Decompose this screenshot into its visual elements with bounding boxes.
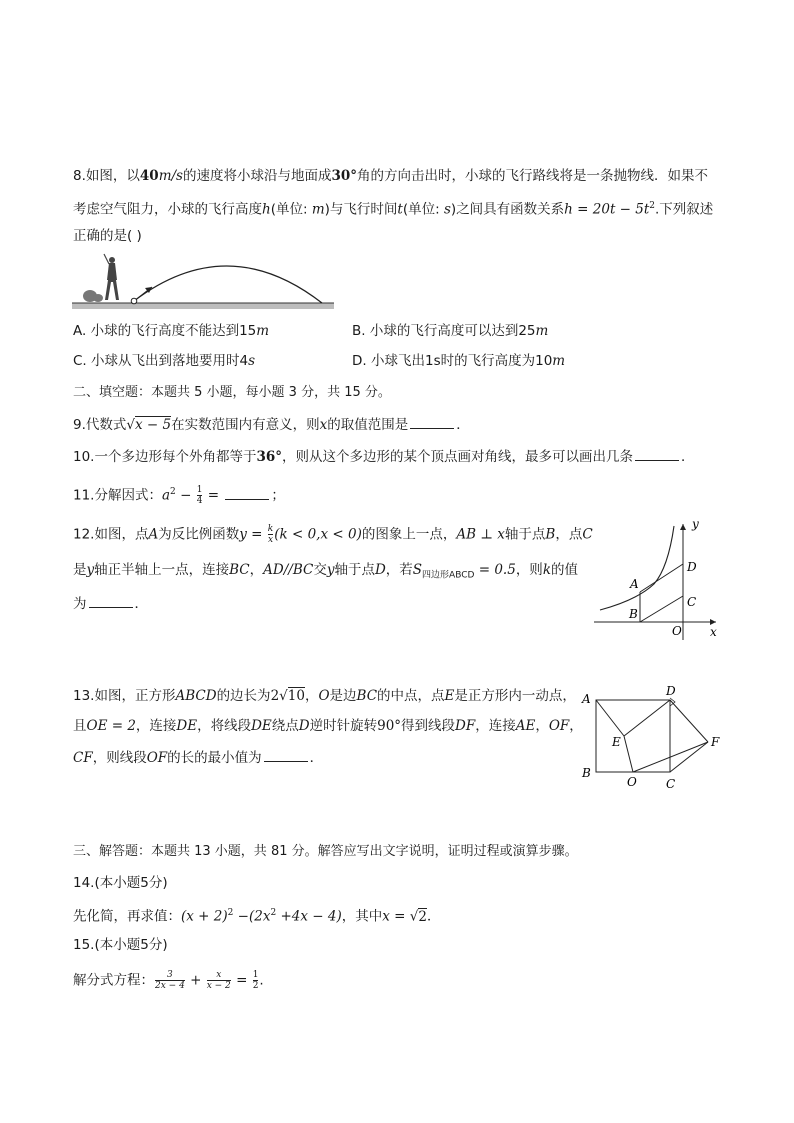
q9-answer-blank bbox=[410, 414, 454, 429]
trajectory-curve bbox=[134, 266, 322, 303]
q9: 9.代数式√x − 5在实数范围内有意义，则x的取值范围是 ． bbox=[73, 414, 470, 435]
q15-title: 15.(本小题5分) bbox=[73, 937, 168, 953]
q12-line-1: 12.如图，点A为反比例函数y = $\frac{k}{x}$ (k < 0,x < 0)的图象上一点，AB ⊥ x轴于点B，点C bbox=[73, 524, 593, 545]
svg-text:F: F bbox=[711, 735, 720, 749]
svg-text:A: A bbox=[582, 692, 591, 706]
svg-text:B: B bbox=[629, 607, 638, 621]
q8-option-b: B. 小球的飞行高度可以达到25m bbox=[352, 323, 549, 339]
svg-text:O: O bbox=[672, 624, 682, 638]
q8-line-2: 考虑空气阻力，小球的飞行高度h(单位: m)与飞行时间t(单位: s)之间具有函数关系$h = 20t - 5t^2$.下列叙述 bbox=[73, 201, 714, 218]
svg-text:B: B bbox=[582, 766, 591, 780]
q13-line-3: CF，则线段OF的长的最小值为 ． bbox=[73, 747, 323, 768]
svg-text:x: x bbox=[710, 625, 717, 639]
q10-answer-blank bbox=[635, 446, 679, 461]
q13-answer-blank bbox=[264, 747, 308, 762]
q10: 10.一个多边形每个外角都等于36°，则从这个多边形的某个顶点画对角线，最多可以画出几条 ． bbox=[73, 446, 695, 467]
q8-figure bbox=[72, 252, 334, 314]
ground-bar bbox=[72, 303, 334, 309]
q14-body: 先化简，再求值：$(x + 2)^2 -(2x^2 +4x - 4)$，其中x = √2． bbox=[73, 908, 441, 925]
q13-figure bbox=[578, 682, 726, 792]
q8-line-3: 正确的是( ) bbox=[73, 228, 142, 244]
section-2-heading: 二、填空题：本题共 5 小题，每小题 3 分，共 15 分。 bbox=[73, 385, 391, 400]
q13-line-1: 13.如图，正方形ABCD的边长为2√10，O是边BC的中点，点E是正方形内一动点， bbox=[73, 688, 576, 704]
svg-text:A: A bbox=[630, 577, 639, 591]
q12-figure bbox=[592, 518, 722, 642]
q8-option-a: A. 小球的飞行高度不能达到15m bbox=[73, 323, 270, 339]
q11: 11.分解因式：$a^2$ − $\frac{1}{4}$ = ； bbox=[73, 485, 285, 506]
svg-text:O: O bbox=[627, 775, 637, 789]
q12-line-3: 为 ． bbox=[73, 593, 148, 614]
q8-option-c: C. 小球从飞出到落地要用时4s bbox=[73, 353, 256, 369]
ball bbox=[131, 298, 137, 304]
hyperbola-branch bbox=[600, 526, 674, 610]
q11-answer-blank bbox=[225, 485, 269, 500]
q15-body: 解分式方程： $\frac{3}{2x - 4}$ + $\frac{x}{x - 2}$ = $\frac{1}{2}$ . bbox=[73, 970, 264, 991]
svg-text:y: y bbox=[692, 518, 699, 531]
q12-answer-blank bbox=[89, 593, 133, 608]
svg-text:C: C bbox=[687, 595, 697, 609]
q8-option-d: D. 小球飞出1s时的飞行高度为10m bbox=[352, 353, 566, 369]
svg-text:D: D bbox=[687, 560, 697, 574]
svg-text:E: E bbox=[612, 735, 621, 749]
golfer-icon bbox=[104, 254, 119, 300]
section-3-heading: 三、解答题：本题共 13 小题，共 81 分。解答应写出文字说明，证明过程或演算步骤。 bbox=[73, 844, 578, 859]
q13-line-2: 且OE = 2，连接DE，将线段DE绕点D逆时针旋转90°得到线段DF，连接AE，OF， bbox=[73, 718, 583, 734]
svg-text:D: D bbox=[666, 684, 676, 698]
q8-line-1: 8.如图，以40m/s的速度将小球沿与地面成30°角的方向击出时，小球的飞行路线将是一条抛物线．如果不 bbox=[73, 168, 709, 184]
q14-title: 14.(本小题5分) bbox=[73, 875, 168, 891]
bush-icon bbox=[83, 290, 103, 302]
svg-text:C: C bbox=[666, 777, 676, 791]
q12-line-2: 是y轴正半轴上一点，连接BC，AD//BC交y轴于点D，若$S_{四边形ABCD} = 0.5$，则k的值 bbox=[73, 562, 578, 581]
